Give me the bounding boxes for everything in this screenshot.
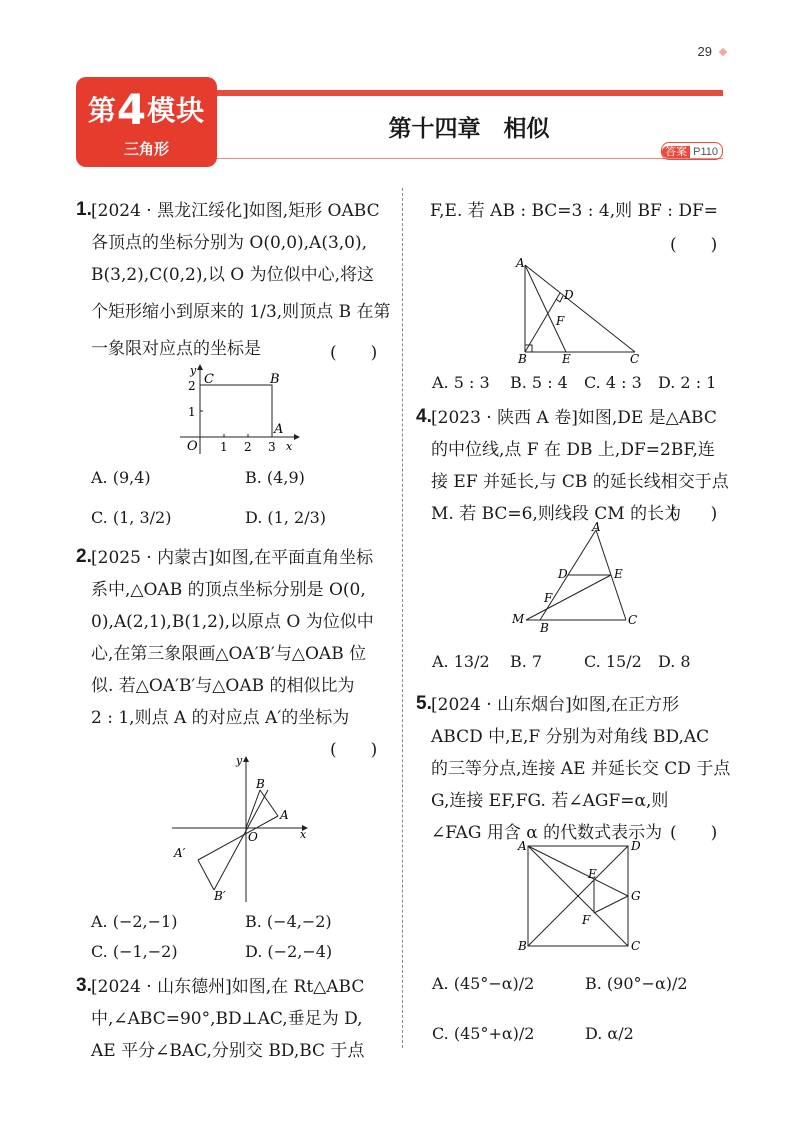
question-text-line: [2024 · 山东德州]如图,在 Rt△ABC (91, 977, 365, 997)
question-text-line: 的三等分点,连接 AE 并延长交 CD 于点 (431, 759, 731, 779)
question-text-line: [2023 · 陕西 A 卷]如图,DE 是△ABC (431, 408, 717, 428)
axis-label: y (236, 754, 243, 767)
point-label: A′ (174, 846, 186, 860)
q1-figure (176, 362, 306, 457)
option-a[interactable]: A. (9,4) (91, 468, 151, 487)
point-label: B (518, 939, 527, 953)
point-label: O (248, 830, 258, 844)
point-label: D (631, 839, 641, 853)
axis-label: x (286, 440, 293, 453)
point-label: B′ (214, 889, 226, 903)
option-b[interactable]: B. 7 (510, 652, 543, 671)
option-d[interactable]: D. 2 : 1 (658, 373, 717, 392)
option-b[interactable]: B. 5 : 4 (510, 373, 568, 392)
q2-figure (168, 752, 318, 907)
option-b[interactable]: B. (90°−α)/2 (585, 974, 688, 993)
answer-page-tag: 答案 P110 (661, 142, 723, 160)
point-label: D (558, 567, 568, 581)
axis-label: y (190, 364, 197, 377)
tick-label: 2 (188, 379, 196, 393)
option-a[interactable]: A. (−2,−1) (91, 912, 178, 931)
point-label: C (628, 613, 638, 627)
option-b[interactable]: B. (−4,−2) (245, 912, 332, 931)
option-d[interactable]: D. (−2,−4) (245, 942, 333, 961)
tick-label: 1 (220, 440, 228, 454)
question-number: 5. (416, 693, 432, 714)
column-divider (402, 188, 403, 1048)
question-text-line: 2 : 1,则点 A 的对应点 A′的坐标为 (91, 708, 350, 728)
option-c[interactable]: C. (45°+α)/2 (432, 1024, 535, 1043)
q5-figure (510, 838, 650, 958)
chapter-title: 第十四章 相似 (388, 116, 550, 142)
q4-figure (510, 520, 650, 635)
point-label: E (588, 867, 597, 881)
tick-label: 1 (188, 405, 196, 419)
question-text-line: AE 平分∠BAC,分别交 BD,BC 于点 (91, 1041, 365, 1061)
answer-blank: ( ) (330, 740, 378, 760)
point-label: B (540, 621, 549, 635)
point-label: G (631, 889, 641, 903)
question-text-line: F,E. 若 AB : BC=3 : 4,则 BF : DF= (430, 201, 719, 221)
point-label: A (274, 422, 284, 437)
page-number: 29 (697, 44, 712, 59)
point-label: E (562, 352, 571, 366)
question-text-line: 的中位线,点 F 在 DB 上,DF=2BF,连 (431, 440, 715, 460)
question-text-line: 似. 若△OA′B′与△OAB 的相似比为 (91, 676, 355, 696)
option-c[interactable]: C. 4 : 3 (584, 373, 642, 392)
question-text-line: G,连接 EF,FG. 若∠AGF=α,则 (431, 791, 669, 811)
question-text-line: 各顶点的坐标分别为 O(0,0),A(3,0), (91, 233, 368, 253)
question-text-line: 心,在第三象限画△OA′B′与△OAB 位 (91, 644, 367, 664)
point-label: O (187, 439, 198, 454)
q3-figure (510, 255, 650, 367)
point-label: F (582, 913, 591, 927)
point-label: F (556, 314, 565, 328)
option-a[interactable]: A. 13/2 (432, 652, 490, 671)
point-label: A (516, 256, 525, 270)
question-text-line: ABCD 中,E,F 分别为对角线 BD,AC (431, 727, 710, 747)
question-text-line: [2024 · 黑龙江绥化]如图,矩形 OABC (91, 201, 380, 221)
tick-label: 2 (244, 440, 252, 454)
option-d[interactable]: D. 8 (658, 652, 691, 671)
option-c[interactable]: C. (1, 3/2) (91, 508, 172, 527)
point-label: A (280, 808, 289, 822)
question-text-line: [2024 · 山东烟台]如图,在正方形 (431, 695, 680, 715)
point-label: E (614, 567, 623, 581)
option-b[interactable]: B. (4,9) (245, 468, 305, 487)
point-label: B (518, 352, 527, 366)
question-text-line: 一象限对应点的坐标是 (91, 339, 261, 359)
point-label: M (512, 612, 525, 626)
module-subtitle: 三角形 (123, 140, 169, 158)
question-text-line: 0),A(2,1),B(1,2),以原点 O 为位似中 (91, 612, 374, 632)
tick-label: 3 (268, 440, 276, 454)
answer-blank: ( ) (330, 343, 378, 363)
question-text-line: B(3,2),C(0,2),以 O 为位似中心,将这 (91, 265, 375, 285)
page-number-marker (719, 48, 727, 56)
question-number: 4. (416, 406, 432, 427)
point-label: C (204, 372, 214, 387)
question-text-line: 接 EF 并延长,与 CB 的延长线相交于点 (431, 472, 729, 492)
option-d[interactable]: D. (1, 2/3) (245, 508, 327, 527)
question-text-line: [2025 · 内蒙古]如图,在平面直角坐标 (91, 548, 374, 568)
question-number: 2. (76, 546, 92, 567)
point-label: B (256, 777, 265, 791)
answer-blank: ( ) (670, 823, 718, 843)
point-label: F (544, 591, 553, 605)
option-a[interactable]: A. (45°−α)/2 (432, 974, 535, 993)
point-label: B (270, 372, 280, 387)
axis-label: x (300, 828, 307, 841)
answer-blank: ( ) (670, 235, 718, 255)
module-badge (76, 77, 217, 167)
point-label: C (630, 352, 640, 366)
question-text-line: 个矩形缩小到原来的 1/3,则顶点 B 在第 (91, 302, 391, 322)
option-a[interactable]: A. 5 : 3 (432, 373, 490, 392)
question-text-line: ∠FAG 用含 α 的代数式表示为 (431, 823, 663, 843)
header-underline (215, 158, 723, 159)
header-bar (215, 90, 723, 96)
module-title: 第4模块 (87, 85, 206, 134)
answer-blank: ( ) (670, 504, 718, 524)
point-label: A (592, 520, 601, 534)
question-text-line: 系中,△OAB 的顶点坐标分别是 O(0, (91, 580, 366, 600)
question-number: 1. (76, 199, 92, 220)
point-label: D (564, 288, 574, 302)
point-label: A (518, 839, 527, 853)
question-number: 3. (76, 975, 92, 996)
point-label: C (631, 939, 641, 953)
question-text-line: M. 若 BC=6,则线段 CM 的长为 (431, 504, 682, 524)
option-c[interactable]: C. 15/2 (584, 652, 642, 671)
option-d[interactable]: D. α/2 (585, 1024, 634, 1043)
option-c[interactable]: C. (−1,−2) (91, 942, 178, 961)
question-text-line: 中,∠ABC=90°,BD⊥AC,垂足为 D, (91, 1009, 363, 1029)
